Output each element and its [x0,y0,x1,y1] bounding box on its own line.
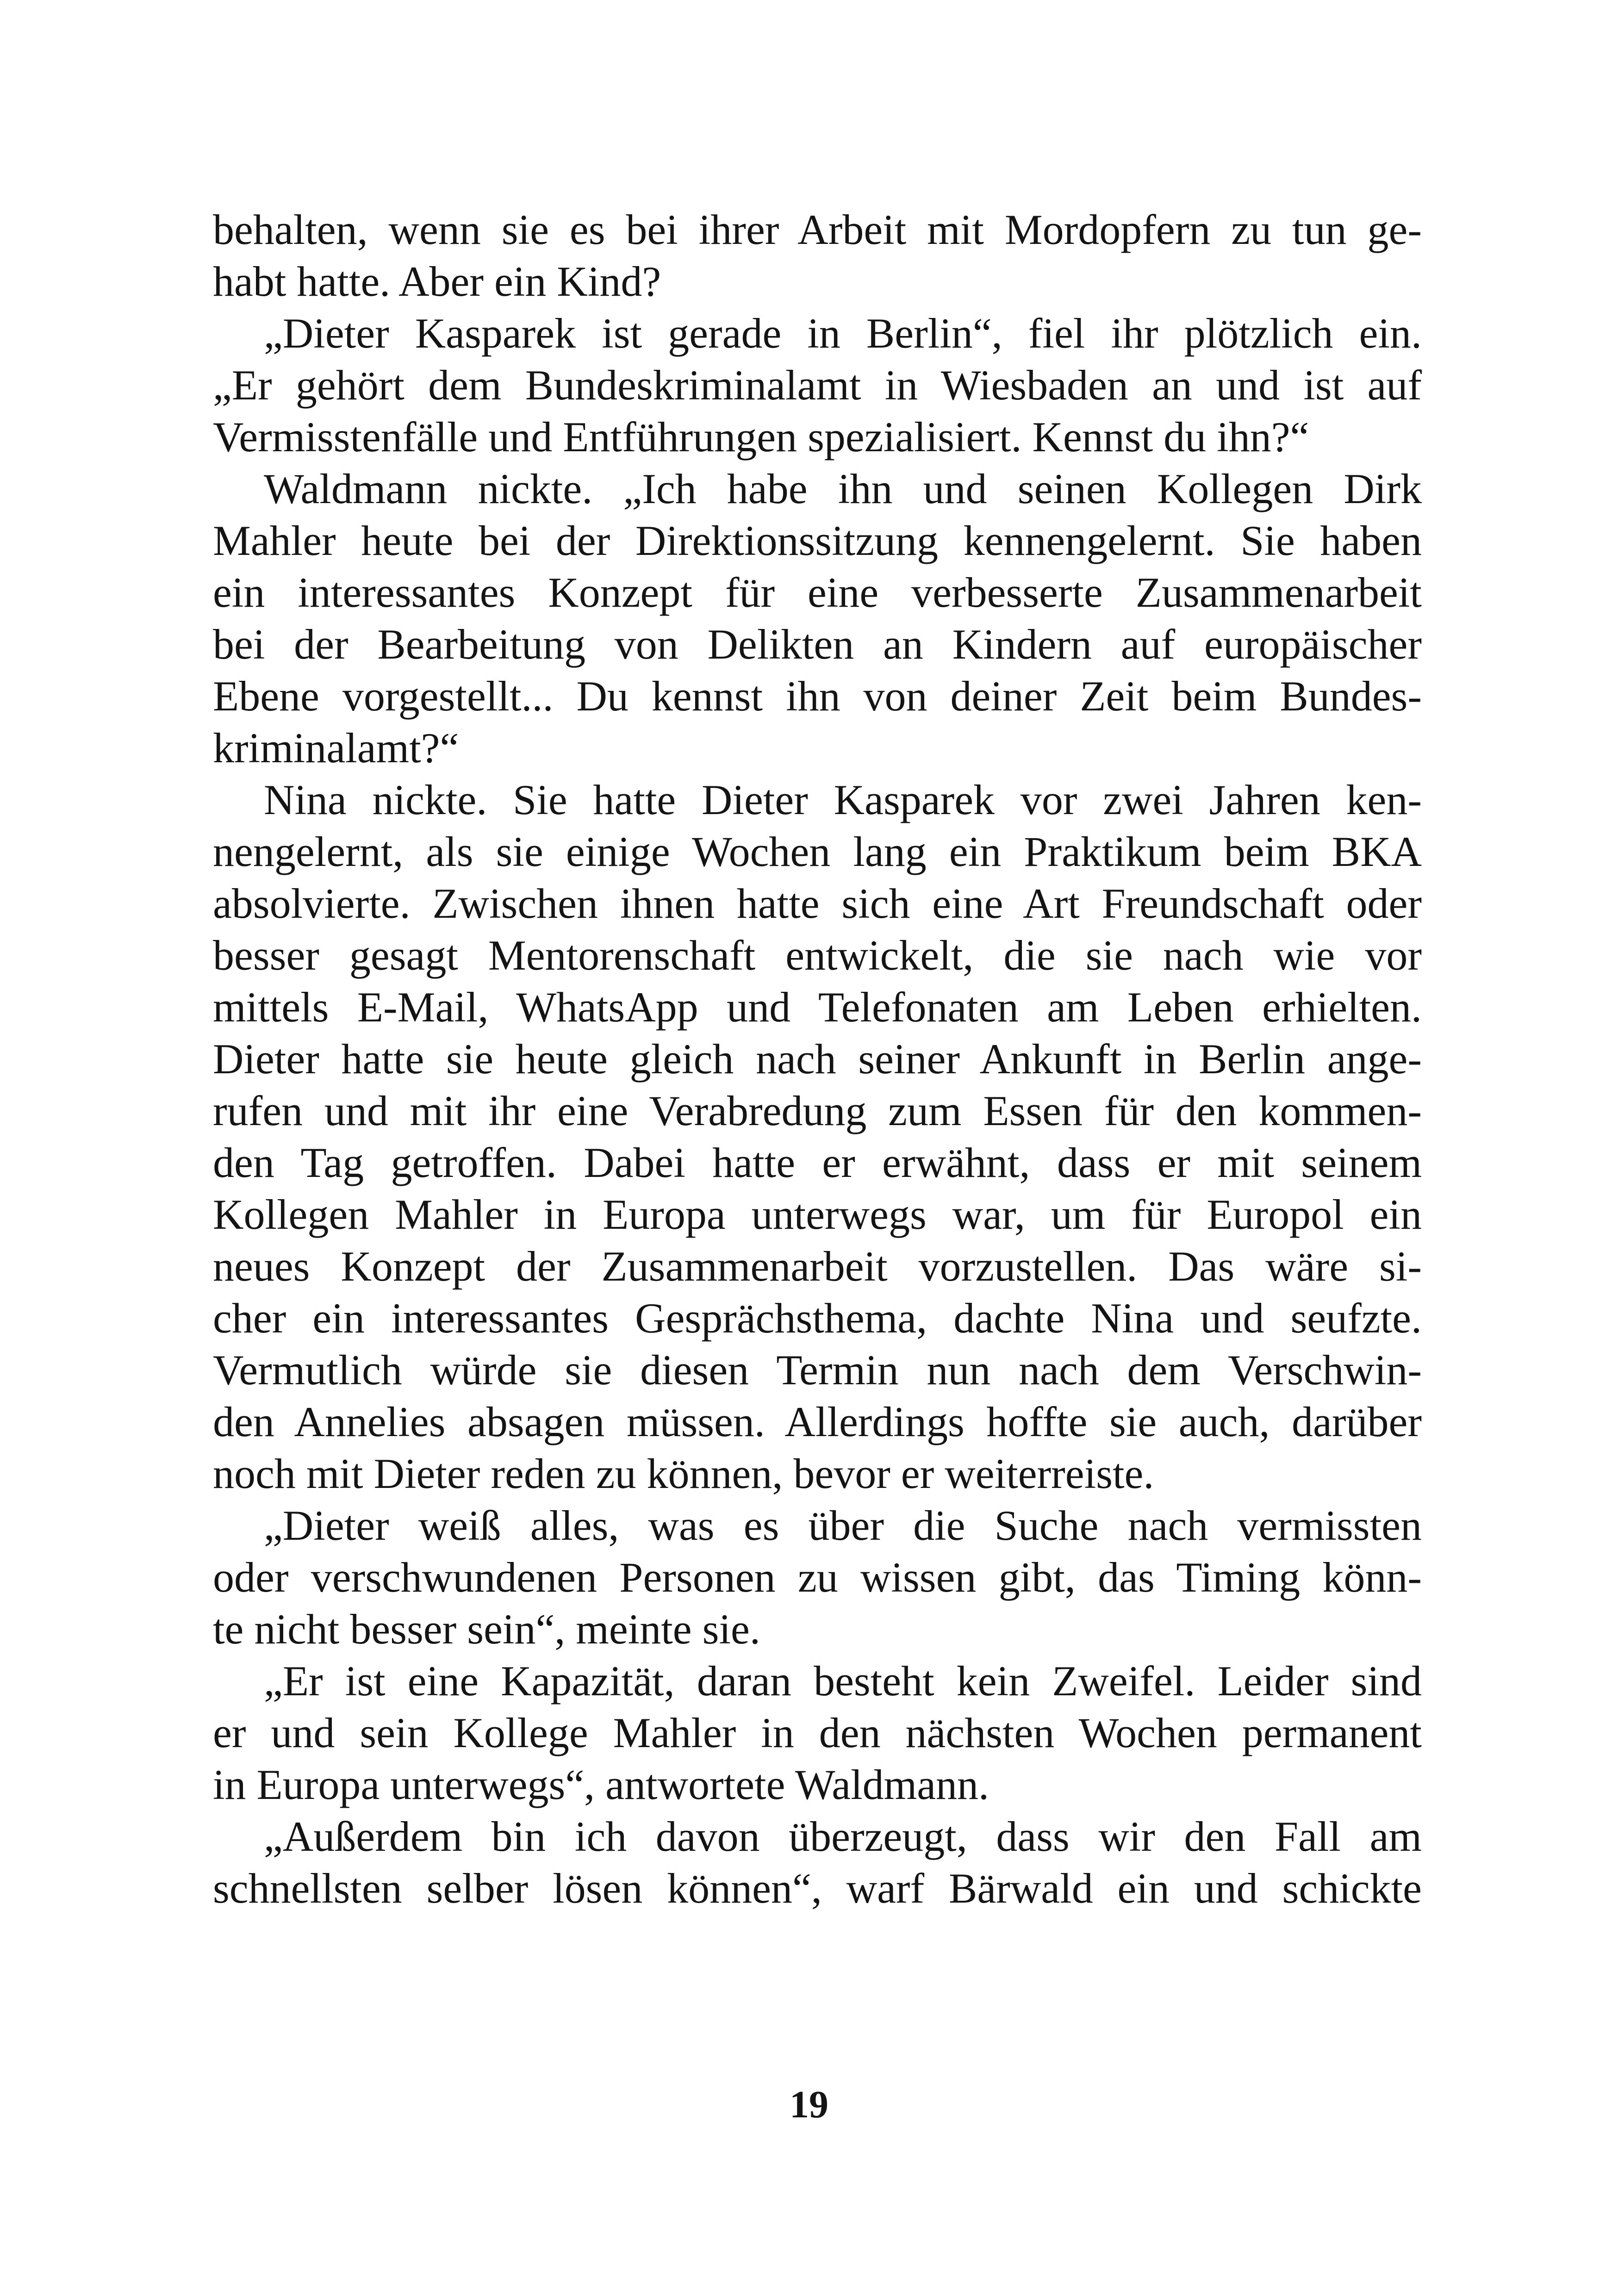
text-line: Waldmann nickte. „Ich habe ihn und seinen Kollegen Dirk [264,465,1422,512]
page-number: 19 [790,2083,828,2126]
text-line: Vermutlich würde sie diesen Termin nun nach dem Verschwin- [213,1346,1422,1394]
text-line: den Tag getroffen. Dabei hatte er erwähnt, dass er mit seinem [213,1139,1422,1186]
text-line: oder verschwundenen Personen zu wissen gibt, das Timing könn- [213,1554,1422,1601]
text-line: absolvierte. Zwischen ihnen hatte sich eine Art Freundschaft oder [213,880,1422,927]
text-line: Ebene vorgestellt... Du kennst ihn von deiner Zeit beim Bundes- [213,672,1422,720]
text-line: besser gesagt Mentorenschaft entwickelt, die sie nach wie vor [213,932,1422,979]
text-line: Dieter hatte sie heute gleich nach seiner Ankunft in Berlin ange- [213,1035,1422,1083]
text-line: „Außerdem bin ich davon überzeugt, dass wir den Fall am [264,1813,1422,1860]
text-line: ein interessantes Konzept für eine verbesserte Zusammenarbeit [213,569,1422,616]
text-line: te nicht besser sein“, meinte sie. [213,1605,760,1653]
text-line: Nina nickte. Sie hatte Dieter Kasparek vor zwei Jahren ken- [264,776,1422,823]
text-line: rufen und mit ihr eine Verabredung zum Essen für den kommen- [213,1087,1422,1134]
text-line: „Dieter Kasparek ist gerade in Berlin“, fiel ihr plötzlich ein. [264,310,1422,357]
text-line: habt hatte. Aber ein Kind? [213,258,661,305]
text-line: schnellsten selber lösen können“, warf Bärwald ein und schickte [213,1865,1422,1912]
text-line: Mahler heute bei der Direktionssitzung kennengelernt. Sie haben [213,517,1422,564]
text-line: bei der Bearbeitung von Delikten an Kindern auf europäischer [213,621,1422,668]
text-line: nengelernt, als sie einige Wochen lang ein Praktikum beim BKA [213,828,1422,875]
text-line: „Dieter weiß alles, was es über die Suche nach vermissten [264,1502,1422,1549]
text-line: mittels E-Mail, WhatsApp und Telefonaten am Leben erhielten. [213,983,1422,1031]
text-line: in Europa unterwegs“, antwortete Waldmann. [213,1761,989,1808]
text-line: er und sein Kollege Mahler in den nächsten Wochen permanent [213,1709,1422,1756]
text-line: noch mit Dieter reden zu können, bevor er weiterreiste. [213,1450,1154,1497]
text-line: den Annelies absagen müssen. Allerdings hoffte sie auch, darüber [213,1398,1422,1445]
text-line: cher ein interessantes Gesprächsthema, dachte Nina und seufzte. [213,1294,1422,1342]
text-line: behalten, wenn sie es bei ihrer Arbeit mit Mordopfern zu tun ge- [213,206,1422,253]
text-line: „Er gehört dem Bundeskriminalamt in Wiesbaden an und ist auf [213,361,1422,409]
text-line: Vermisstenfälle und Entführungen spezialisiert. Kennst du ihn?“ [213,413,1309,460]
body-text [213,204,1422,1914]
text-line: „Er ist eine Kapazität, daran besteht kein Zweifel. Leider sind [264,1657,1422,1705]
text-line: kriminalamt?“ [213,724,459,772]
text-line: Kollegen Mahler in Europa unterwegs war, um für Europol ein [213,1191,1422,1238]
text-line: neues Konzept der Zusammenarbeit vorzustellen. Das wäre si- [213,1243,1422,1290]
